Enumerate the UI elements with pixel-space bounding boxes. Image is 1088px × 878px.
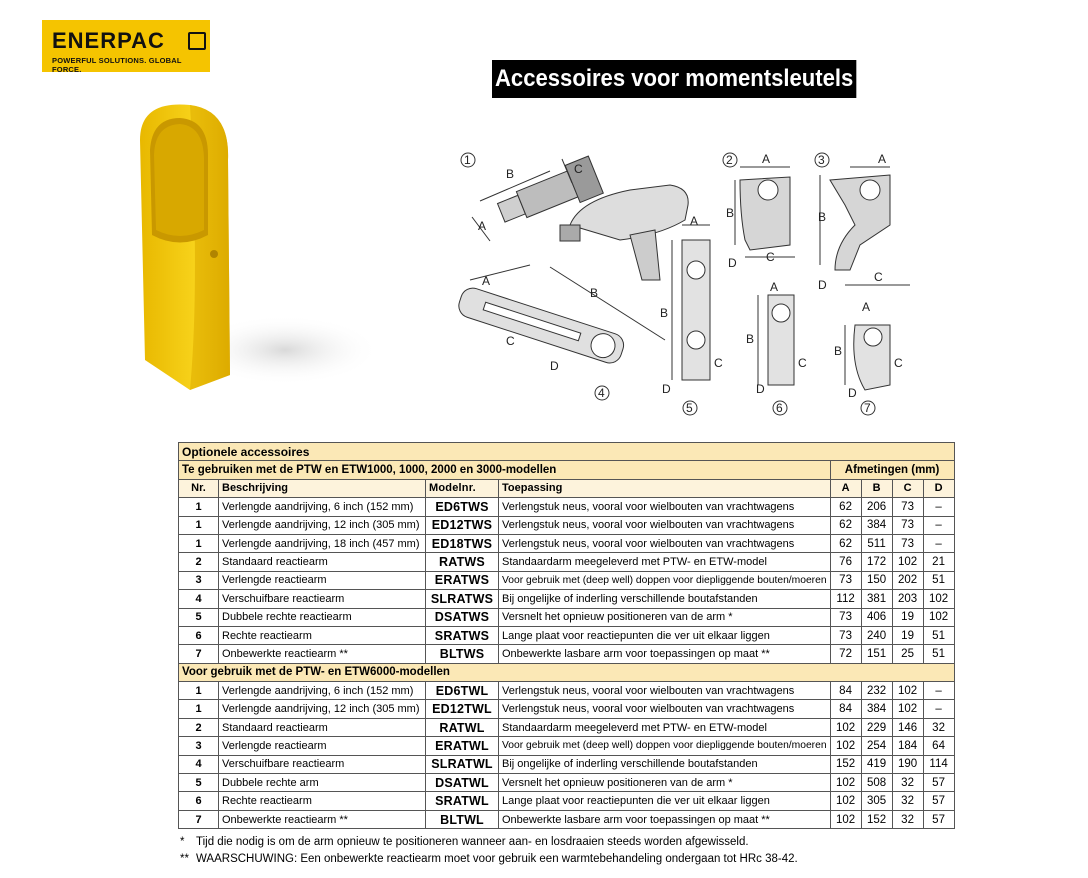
row-dim-a: 102 <box>830 810 861 828</box>
row-model-number: RATWL <box>426 718 499 736</box>
diagram-number: 5 <box>686 401 693 415</box>
row-model-number: SRATWL <box>426 792 499 810</box>
row-nr: 2 <box>179 718 219 736</box>
row-dim-b: 381 <box>861 590 892 608</box>
row-dim-b: 152 <box>861 810 892 828</box>
row-description: Verlengde aandrijving, 12 inch (305 mm) <box>219 516 426 534</box>
table-row <box>179 755 955 773</box>
row-dim-c: 102 <box>892 553 923 571</box>
row-description: Onbewerkte reactiearm ** <box>219 810 426 828</box>
row-description: Standaard reactiearm <box>219 718 426 736</box>
row-model-number: ED12TWS <box>426 516 499 534</box>
row-nr: 1 <box>179 498 219 516</box>
accessories-table <box>178 442 955 829</box>
row-dim-d: – <box>923 534 954 552</box>
table-title-row <box>179 443 955 461</box>
dim-label: D <box>662 382 671 396</box>
row-dim-d: 102 <box>923 590 954 608</box>
row-dim-d: – <box>923 700 954 718</box>
enerpac-logo <box>42 20 210 72</box>
row-dim-b: 384 <box>861 516 892 534</box>
row-dim-b: 151 <box>861 645 892 663</box>
row-description: Rechte reactiearm <box>219 626 426 644</box>
row-model-number: SRATWS <box>426 626 499 644</box>
table-row <box>179 774 955 792</box>
dim-label: B <box>834 344 843 358</box>
section-header-row <box>179 663 955 681</box>
row-dim-a: 102 <box>830 774 861 792</box>
table-row <box>179 590 955 608</box>
row-nr: 3 <box>179 571 219 589</box>
row-nr: 7 <box>179 645 219 663</box>
row-model-number: BLTWS <box>426 645 499 663</box>
footnote-mark: ** <box>180 853 189 865</box>
row-dim-d: 64 <box>923 737 954 755</box>
dim-label: A <box>478 219 487 233</box>
row-model-number: BLTWL <box>426 810 499 828</box>
dim-label: C <box>714 356 723 370</box>
afmetingen-header: Afmetingen (mm) <box>830 461 954 479</box>
row-dim-c: 184 <box>892 737 923 755</box>
row-model-number: ED6TWL <box>426 682 499 700</box>
row-dim-a: 73 <box>830 626 861 644</box>
row-dim-b: 384 <box>861 700 892 718</box>
row-dim-d: 57 <box>923 810 954 828</box>
row-model-number: ERATWL <box>426 737 499 755</box>
dim-label: A <box>762 152 771 166</box>
dim-label: B <box>818 210 827 224</box>
row-dim-b: 406 <box>861 608 892 626</box>
row-application: Versnelt het opnieuw positioneren van de arm * <box>499 608 831 626</box>
col-b: B <box>861 479 892 497</box>
row-dim-d: 51 <box>923 571 954 589</box>
dim-label: A <box>482 274 491 288</box>
row-dim-c: 19 <box>892 626 923 644</box>
row-application: Voor gebruik met (deep well) doppen voor diepliggende bouten/moeren <box>499 571 831 589</box>
row-description: Verschuifbare reactiearm <box>219 755 426 773</box>
row-application: Lange plaat voor reactiepunten die ver uit elkaar liggen <box>499 792 831 810</box>
row-model-number: SLRATWL <box>426 755 499 773</box>
row-nr: 4 <box>179 590 219 608</box>
row-description: Onbewerkte reactiearm ** <box>219 645 426 663</box>
row-dim-b: 172 <box>861 553 892 571</box>
table-row <box>179 792 955 810</box>
row-dim-c: 102 <box>892 682 923 700</box>
section1-rows <box>179 498 955 664</box>
row-dim-c: 19 <box>892 608 923 626</box>
row-description: Rechte reactiearm <box>219 792 426 810</box>
row-application: Versnelt het opnieuw positioneren van de arm * <box>499 774 831 792</box>
diagram-number: 6 <box>776 401 783 415</box>
table-row <box>179 810 955 828</box>
section2-rows <box>179 682 955 829</box>
row-dim-d: 57 <box>923 774 954 792</box>
row-dim-c: 146 <box>892 718 923 736</box>
dim-label: C <box>574 162 583 176</box>
row-dim-b: 254 <box>861 737 892 755</box>
col-nr: Nr. <box>179 479 219 497</box>
table-row <box>179 626 955 644</box>
dim-label: C <box>798 356 807 370</box>
row-dim-a: 76 <box>830 553 861 571</box>
row-dim-c: 32 <box>892 774 923 792</box>
row-description: Verlengde aandrijving, 6 inch (152 mm) <box>219 682 426 700</box>
diagram-number: 1 <box>464 153 471 167</box>
section-header-row <box>179 461 955 479</box>
footnote <box>180 834 798 851</box>
row-dim-d: 51 <box>923 645 954 663</box>
diagram-number: 7 <box>864 401 871 415</box>
row-dim-b: 206 <box>861 498 892 516</box>
row-application: Standaardarm meegeleverd met PTW- en ETW-model <box>499 553 831 571</box>
row-dim-b: 508 <box>861 774 892 792</box>
row-dim-d: 32 <box>923 718 954 736</box>
table-row <box>179 645 955 663</box>
page-title: Accessoires voor momentsleutels <box>492 60 856 98</box>
row-model-number: RATWS <box>426 553 499 571</box>
row-model-number: ED12TWL <box>426 700 499 718</box>
row-dim-a: 62 <box>830 534 861 552</box>
row-description: Dubbele rechte arm <box>219 774 426 792</box>
row-application: Verlengstuk neus, vooral voor wielbouten van vrachtwagens <box>499 700 831 718</box>
row-description: Verschuifbare reactiearm <box>219 590 426 608</box>
row-application: Bij ongelijke of inderling verschillende boutafstanden <box>499 590 831 608</box>
table-row <box>179 516 955 534</box>
dim-label: B <box>506 167 515 181</box>
dim-label: A <box>878 152 887 166</box>
row-nr: 1 <box>179 682 219 700</box>
row-nr: 4 <box>179 755 219 773</box>
table-row <box>179 571 955 589</box>
logo-mark-icon <box>188 32 206 50</box>
table-row <box>179 553 955 571</box>
row-application: Standaardarm meegeleverd met PTW- en ETW-model <box>499 718 831 736</box>
table-row <box>179 718 955 736</box>
row-dim-a: 102 <box>830 792 861 810</box>
row-dim-c: 73 <box>892 516 923 534</box>
dim-label: A <box>770 280 779 294</box>
accessory-diagrams <box>450 145 920 420</box>
row-dim-a: 72 <box>830 645 861 663</box>
dim-label: A <box>690 214 699 228</box>
row-dim-a: 152 <box>830 755 861 773</box>
row-description: Verlengde aandrijving, 6 inch (152 mm) <box>219 498 426 516</box>
col-a: A <box>830 479 861 497</box>
dim-label: C <box>506 334 515 348</box>
row-dim-c: 32 <box>892 792 923 810</box>
section-header: Voor gebruik met de PTW- en ETW6000-modellen <box>179 663 955 681</box>
row-dim-a: 73 <box>830 608 861 626</box>
dim-label: C <box>766 250 775 264</box>
row-application: Verlengstuk neus, vooral voor wielbouten van vrachtwagens <box>499 682 831 700</box>
row-dim-d: – <box>923 516 954 534</box>
footnote-mark: * <box>180 836 185 848</box>
dim-label: D <box>728 256 737 270</box>
dim-label: D <box>818 278 827 292</box>
row-dim-c: 25 <box>892 645 923 663</box>
footnotes <box>180 834 798 868</box>
row-dim-a: 112 <box>830 590 861 608</box>
row-model-number: ED6TWS <box>426 498 499 516</box>
footnote-text: WAARSCHUWING: Een onbewerkte reactiearm moet voor gebruik een warmtebehandeling ondergaan tot HRc 38-42. <box>196 853 798 865</box>
footnote <box>180 851 798 868</box>
row-description: Verlengde reactiearm <box>219 571 426 589</box>
row-description: Verlengde reactiearm <box>219 737 426 755</box>
row-dim-c: 73 <box>892 498 923 516</box>
row-dim-b: 229 <box>861 718 892 736</box>
row-dim-a: 102 <box>830 737 861 755</box>
row-model-number: DSATWS <box>426 608 499 626</box>
row-dim-b: 150 <box>861 571 892 589</box>
row-dim-b: 240 <box>861 626 892 644</box>
column-header-row <box>179 479 955 497</box>
dim-label: C <box>874 270 883 284</box>
footnote-text: Tijd die nodig is om de arm opnieuw te positioneren wanneer aan- en losdraaien steeds worden afgewisseld. <box>196 836 749 848</box>
row-application: Voor gebruik met (deep well) doppen voor diepliggende bouten/moeren <box>499 737 831 755</box>
table-row <box>179 534 955 552</box>
brand-tagline: POWERFUL SOLUTIONS. GLOBAL FORCE. <box>52 56 182 74</box>
row-dim-c: 102 <box>892 700 923 718</box>
row-dim-c: 202 <box>892 571 923 589</box>
dim-label: A <box>862 300 871 314</box>
dim-label: D <box>848 386 857 400</box>
row-dim-a: 84 <box>830 700 861 718</box>
row-application: Verlengstuk neus, vooral voor wielbouten van vrachtwagens <box>499 516 831 534</box>
row-dim-d: 114 <box>923 755 954 773</box>
table-row <box>179 498 955 516</box>
row-dim-d: 57 <box>923 792 954 810</box>
row-nr: 7 <box>179 810 219 828</box>
diagram-number: 4 <box>598 386 605 400</box>
row-dim-d: 21 <box>923 553 954 571</box>
row-dim-d: 102 <box>923 608 954 626</box>
row-model-number: ERATWS <box>426 571 499 589</box>
row-nr: 6 <box>179 626 219 644</box>
col-d: D <box>923 479 954 497</box>
row-dim-b: 305 <box>861 792 892 810</box>
row-nr: 1 <box>179 534 219 552</box>
row-application: Onbewerkte lasbare arm voor toepassingen op maat ** <box>499 645 831 663</box>
row-application: Verlengstuk neus, vooral voor wielbouten van vrachtwagens <box>499 498 831 516</box>
dim-label: B <box>590 286 599 300</box>
row-dim-b: 511 <box>861 534 892 552</box>
row-model-number: ED18TWS <box>426 534 499 552</box>
row-application: Bij ongelijke of inderling verschillende boutafstanden <box>499 755 831 773</box>
row-model-number: DSATWL <box>426 774 499 792</box>
row-description: Dubbele rechte reactiearm <box>219 608 426 626</box>
row-nr: 5 <box>179 774 219 792</box>
row-dim-d: – <box>923 682 954 700</box>
dim-label: C <box>894 356 903 370</box>
row-nr: 2 <box>179 553 219 571</box>
row-dim-a: 84 <box>830 682 861 700</box>
row-application: Onbewerkte lasbare arm voor toepassingen op maat ** <box>499 810 831 828</box>
row-dim-c: 190 <box>892 755 923 773</box>
row-dim-b: 419 <box>861 755 892 773</box>
row-description: Standaard reactiearm <box>219 553 426 571</box>
col-desc: Beschrijving <box>219 479 426 497</box>
row-application: Verlengstuk neus, vooral voor wielbouten van vrachtwagens <box>499 534 831 552</box>
row-dim-d: 51 <box>923 626 954 644</box>
row-dim-a: 102 <box>830 718 861 736</box>
row-dim-a: 62 <box>830 498 861 516</box>
row-application: Lange plaat voor reactiepunten die ver uit elkaar liggen <box>499 626 831 644</box>
col-c: C <box>892 479 923 497</box>
row-nr: 3 <box>179 737 219 755</box>
dim-label: D <box>550 359 559 373</box>
row-nr: 1 <box>179 700 219 718</box>
row-nr: 5 <box>179 608 219 626</box>
row-dim-d: – <box>923 498 954 516</box>
table-row <box>179 608 955 626</box>
section-header: Te gebruiken met de PTW en ETW1000, 1000, 2000 en 3000-modellen <box>179 461 831 479</box>
table-row <box>179 700 955 718</box>
brand-name: ENERPAC <box>52 28 165 53</box>
dim-label: D <box>756 382 765 396</box>
row-dim-b: 232 <box>861 682 892 700</box>
row-dim-a: 62 <box>830 516 861 534</box>
row-nr: 6 <box>179 792 219 810</box>
reaction-arm-product-image <box>110 100 380 400</box>
col-app: Toepassing <box>499 479 831 497</box>
diagram-number: 2 <box>726 153 733 167</box>
table-title: Optionele accessoires <box>179 443 955 461</box>
dim-label: B <box>726 206 735 220</box>
col-model: Modelnr. <box>426 479 499 497</box>
row-dim-a: 73 <box>830 571 861 589</box>
row-dim-c: 203 <box>892 590 923 608</box>
table-row <box>179 682 955 700</box>
diagram-number: 3 <box>818 153 825 167</box>
dim-label: B <box>660 306 669 320</box>
row-nr: 1 <box>179 516 219 534</box>
row-description: Verlengde aandrijving, 12 inch (305 mm) <box>219 700 426 718</box>
row-model-number: SLRATWS <box>426 590 499 608</box>
table-row <box>179 737 955 755</box>
row-dim-c: 73 <box>892 534 923 552</box>
row-description: Verlengde aandrijving, 18 inch (457 mm) <box>219 534 426 552</box>
row-dim-c: 32 <box>892 810 923 828</box>
dim-label: B <box>746 332 755 346</box>
